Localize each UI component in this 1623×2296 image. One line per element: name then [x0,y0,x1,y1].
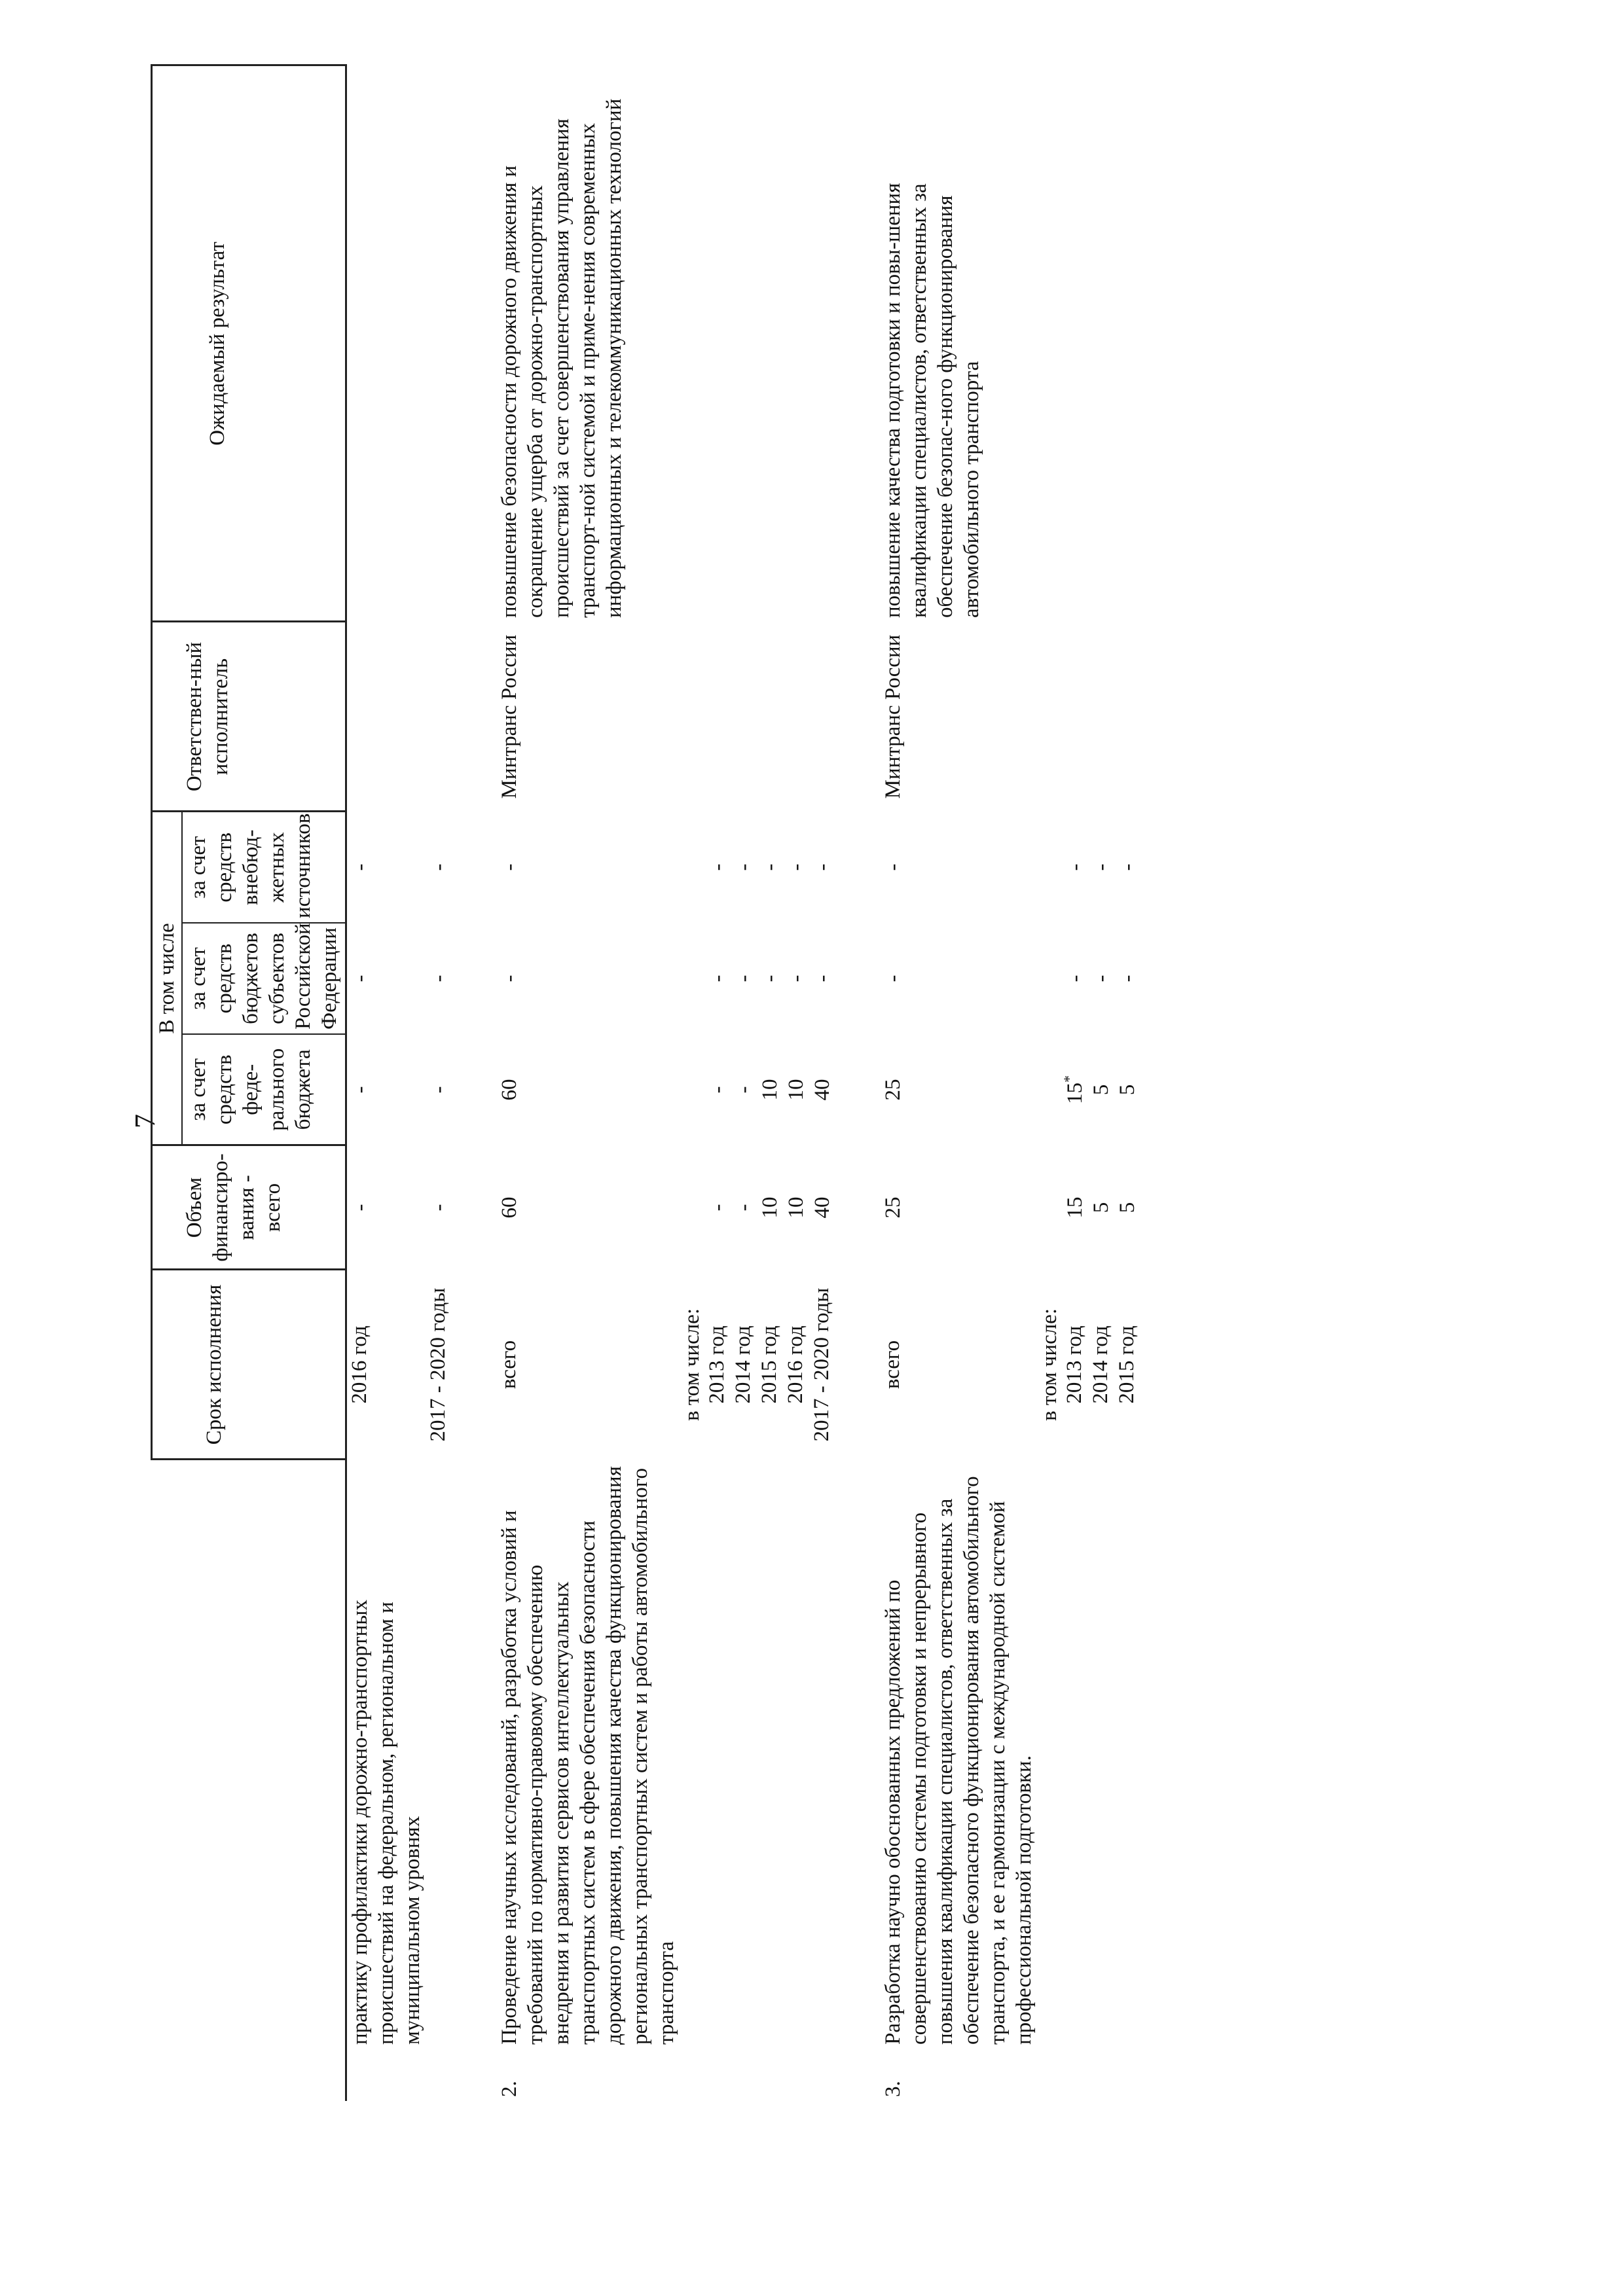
total-cell [880,1145,1037,1270]
federal-cell-text: - [427,1086,450,1094]
total-cell-text: 5 [1089,1202,1113,1213]
extrabudget-cell-text: - [348,863,372,871]
term-cell [346,1270,426,1460]
result-cell [880,65,1037,622]
table-row [704,65,731,2101]
executor-cell [1088,622,1114,812]
term-cell-text: 2016 год [784,1325,807,1404]
header-executor: Ответствен-ный исполнитель [152,622,346,812]
total-cell [496,1145,680,1270]
result-cell [1062,65,1088,622]
table-row [346,65,426,2101]
table-row [731,65,757,2101]
measure-text [704,1460,731,2049]
federal-cell-text: 40 [811,1079,834,1101]
federal-cell-text: - [732,1086,756,1094]
result-cell [731,65,757,622]
federal-cell [880,1034,1037,1145]
header-extrabudget: за счет средств внебюд-жетных источников [182,812,346,923]
total-cell-text: - [427,1204,450,1211]
extrabudget-cell [680,812,704,923]
table-row [783,65,809,2101]
total-cell [757,1145,783,1270]
term-cell [731,1270,757,1460]
extrabudget-cell [704,812,731,923]
executor-cell [809,622,835,812]
executor-cell [783,622,809,812]
regional-cell [680,923,704,1034]
extrabudget-cell [1088,812,1114,923]
result-cell [346,65,426,622]
extrabudget-cell [1062,812,1088,923]
executor-cell-text: Минтранс России [881,634,905,799]
row-number [880,2049,1037,2101]
federal-cell-text: 10 [784,1079,808,1101]
extrabudget-cell-text: - [732,863,756,871]
federal-cell [1088,1034,1114,1145]
total-cell-text: 10 [758,1196,782,1219]
program-measures-table [151,64,1140,2101]
table-row [880,65,1037,2101]
term-cell [1062,1270,1088,1460]
regional-cell [1037,923,1062,1034]
row-number [731,2049,757,2101]
regional-cell [1088,923,1114,1034]
total-cell-text: - [732,1204,756,1211]
extrabudget-cell [757,812,783,923]
row-number [783,2049,809,2101]
federal-cell [757,1034,783,1145]
term-cell [1114,1270,1140,1460]
spacer-row [452,65,496,2101]
table-row [809,65,835,2101]
extrabudget-cell-text: - [811,863,834,871]
row-number [496,2049,680,2101]
header-total: Объем финансиро-вания - всего [152,1145,346,1270]
table-row [1114,65,1140,2101]
regional-cell-text: - [427,975,450,982]
term-cell [880,1270,1037,1460]
extrabudget-cell [731,812,757,923]
extrabudget-cell-text: - [1116,863,1139,871]
spacer-cell [452,65,496,2101]
term-cell-text: 2015 год [757,1325,781,1404]
term-cell [496,1270,680,1460]
extrabudget-cell [809,812,835,923]
term-cell [680,1270,704,1460]
total-cell [1088,1145,1114,1270]
extrabudget-cell [880,812,1037,923]
regional-cell [783,923,809,1034]
measure-text-text: Разработка научно обоснованных предложений по совершенствованию системы подготовки и непрерывного повышения квалификации специалистов, ответственных за обеспечение безопасного функционирования автомобильного транспорта, и ее гармонизации с международной системой профессиональной подготовки. [881,1476,1036,2045]
total-cell-text: 5 [1116,1202,1139,1213]
table-row [426,65,452,2101]
result-cell [783,65,809,622]
total-cell [704,1145,731,1270]
total-cell-text: - [706,1204,729,1211]
regional-cell-text: - [1063,975,1087,982]
regional-cell [809,923,835,1034]
table-header [152,65,346,2101]
table-row [1037,65,1062,2101]
regional-cell-text: - [348,975,372,982]
regional-cell [1114,923,1140,1034]
regional-cell [1062,923,1088,1034]
federal-cell-text: 15 [1063,1083,1087,1104]
federal-cell-text: 60 [498,1079,521,1101]
extrabudget-cell [1114,812,1140,923]
page-number: 7 [129,1114,161,1128]
result-cell [757,65,783,622]
executor-cell [757,622,783,812]
term-cell-text: 2014 год [1089,1325,1112,1404]
term-cell [1037,1270,1062,1460]
federal-cell [1114,1034,1140,1145]
executor-cell [1062,622,1088,812]
row-number [1037,2049,1062,2101]
row-number [346,2049,426,2101]
federal-cell [731,1034,757,1145]
extrabudget-cell [496,812,680,923]
extrabudget-cell [346,812,426,923]
federal-cell-text: 5 [1089,1084,1113,1096]
executor-cell-text: Минтранс России [498,634,521,799]
term-cell-text: 2013 год [1063,1325,1086,1404]
executor-cell [346,622,426,812]
federal-cell [496,1034,680,1145]
total-cell [346,1145,426,1270]
total-cell [680,1145,704,1270]
header-term: Срок исполнения [152,1270,346,1460]
executor-cell [1114,622,1140,812]
term-cell [757,1270,783,1460]
total-cell-text: 15 [1063,1196,1087,1219]
regional-cell [426,923,452,1034]
extrabudget-cell-text: - [881,863,905,871]
result-cell [809,65,835,622]
federal-cell-text: 10 [758,1079,782,1101]
measure-text [731,1460,757,2049]
executor-cell [880,622,1037,812]
table-body [346,65,1141,2101]
federal-cell-text: - [706,1086,729,1094]
measure-text [346,1460,426,2049]
total-cell [783,1145,809,1270]
total-cell-text: 60 [498,1196,521,1219]
measure-text [809,1460,835,2049]
term-cell [809,1270,835,1460]
measure-text [1088,1460,1114,2049]
federal-cell [680,1034,704,1145]
extrabudget-cell-text: - [427,863,450,871]
regional-cell-text: - [706,975,729,982]
term-cell-text: всего [497,1340,520,1390]
extrabudget-cell [1037,812,1062,923]
measure-text [783,1460,809,2049]
measure-text [680,1460,704,2049]
regional-cell-text: - [1116,975,1139,982]
result-cell [496,65,680,622]
row-number [1114,2049,1140,2101]
total-cell [731,1145,757,1270]
measure-text [426,1460,452,2049]
term-cell-text: в том числе: [1038,1308,1061,1422]
total-cell-text: 10 [784,1196,808,1219]
header-task-column [152,1460,346,2101]
federal-cell [346,1034,426,1145]
regional-cell-text: - [784,975,808,982]
regional-cell-text: - [811,975,834,982]
extrabudget-cell-text: - [784,863,808,871]
result-cell [680,65,704,622]
total-cell [809,1145,835,1270]
regional-cell [346,923,426,1034]
header-result: Ожидаемый результат [152,65,346,622]
regional-cell [731,923,757,1034]
extrabudget-cell [783,812,809,923]
extrabudget-cell-text: - [1089,863,1113,871]
executor-cell [1037,622,1062,812]
total-cell-text: 25 [881,1196,905,1219]
federal-cell-text: 5 [1116,1084,1139,1096]
total-cell [426,1145,452,1270]
executor-cell [704,622,731,812]
extrabudget-cell [426,812,452,923]
measure-text [1114,1460,1140,2049]
measure-text [1062,1460,1088,2049]
total-cell-text: 40 [811,1196,834,1219]
federal-cell-text: - [348,1086,372,1094]
result-cell [1037,65,1062,622]
federal-cell [809,1034,835,1145]
row-number-text: 3. [881,2081,905,2097]
regional-cell-text: - [758,975,782,982]
header-regional: за счет средств бюджетов субъектов Российской Федерации [182,923,346,1034]
regional-cell-text: - [498,975,521,982]
result-cell [704,65,731,622]
row-number [426,2049,452,2101]
measure-text [880,1460,1037,2049]
extrabudget-cell-text: - [1063,863,1087,871]
regional-cell [496,923,680,1034]
row-number [809,2049,835,2101]
executor-cell [426,622,452,812]
result-cell [1088,65,1114,622]
measure-text-text: Проведение научных исследований, разработка условий и требований по нормативно-правовому обеспечению внедрения и развития сервисов интеллектуальных транспортных систем в сфере обеспечения безопасности дорожного движения, повышения качества функционирования региональных транспортных систем и работы автомобильного транспорта [498,1466,678,2045]
term-cell [704,1270,731,1460]
term-cell [783,1270,809,1460]
spacer-cell [835,65,880,2101]
header-federal: за счет средств феде-рального бюджета [182,1034,346,1145]
total-cell-text: - [348,1204,372,1211]
result-cell [426,65,452,622]
total-cell [1062,1145,1088,1270]
extrabudget-cell-text: - [758,863,782,871]
regional-cell-text: - [1089,975,1113,982]
row-number [704,2049,731,2101]
term-cell-text: 2017 - 2020 годы [810,1287,833,1442]
row-number [680,2049,704,2101]
table-row [1088,65,1114,2101]
term-cell-text: 2013 год [705,1325,729,1404]
regional-cell-text: - [732,975,756,982]
footnote-mark: * [1061,1075,1077,1083]
executor-cell [496,622,680,812]
result-cell-text: повышение качества подготовки и повы-шения квалификации специалистов, ответственных за обеспечение безопас-ного функционирования автомобильного транспорта [881,183,983,618]
table-row [496,65,680,2101]
result-cell-text: повышение безопасности дорожного движения и сокращение ущерба от дорожно-транспортных происшествий за счет совершенствования управления транспорт-ной системой и приме-нения современных информационных и телекоммуникационных технологий [498,98,626,618]
term-cell-text: в том числе: [680,1308,704,1422]
measure-text-text: практику профилактики дорожно-транспортных происшествий на федеральном, региональном и муниципальном уровнях [348,1600,424,2045]
spacer-row [835,65,880,2101]
measure-text [757,1460,783,2049]
regional-cell [880,923,1037,1034]
executor-cell [731,622,757,812]
row-number-text: 2. [498,2081,521,2097]
row-number [1062,2049,1088,2101]
total-cell [1114,1145,1140,1270]
row-number [1088,2049,1114,2101]
term-cell-text: 2016 год [348,1325,371,1404]
rotated-table-container [151,65,1447,2101]
header-including: В том числе [152,812,183,1145]
federal-cell [1062,1034,1088,1145]
term-cell-text: 2017 - 2020 годы [426,1287,450,1442]
federal-cell [704,1034,731,1145]
table-row [680,65,704,2101]
term-cell-text: 2014 год [731,1325,755,1404]
term-cell-text: всего [881,1340,904,1390]
extrabudget-cell-text: - [498,863,521,871]
extrabudget-cell-text: - [706,863,729,871]
regional-cell [704,923,731,1034]
executor-cell [680,622,704,812]
measure-text [496,1460,680,2049]
federal-cell-text: 25 [881,1079,905,1101]
result-cell [1114,65,1140,622]
term-cell [1088,1270,1114,1460]
total-cell [1037,1145,1062,1270]
federal-cell [783,1034,809,1145]
measure-text [1037,1460,1062,2049]
regional-cell-text: - [881,975,905,982]
term-cell-text: 2015 год [1115,1325,1139,1404]
federal-cell [1037,1034,1062,1145]
table-row [1062,65,1088,2101]
federal-cell [426,1034,452,1145]
row-number [757,2049,783,2101]
table-row [757,65,783,2101]
regional-cell [757,923,783,1034]
term-cell [426,1270,452,1460]
